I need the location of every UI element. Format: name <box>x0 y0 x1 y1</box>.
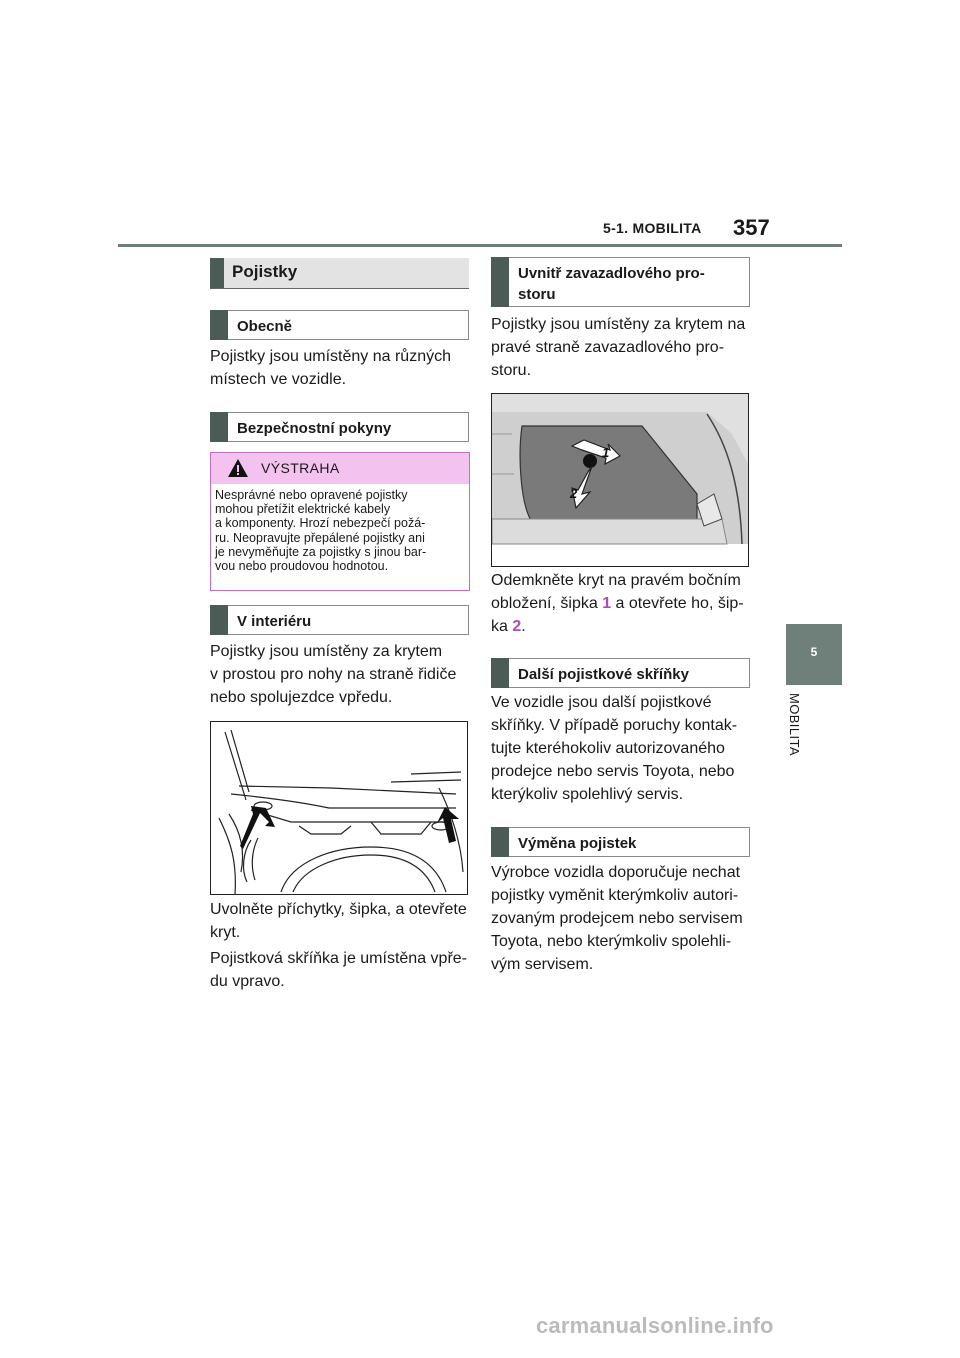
warning-line: Nesprávné nebo opravené pojistky <box>215 488 408 502</box>
warning-line: ru. Neopravujte přepálené pojistky ani <box>215 530 425 545</box>
text-line: Pojistková skříňka je umístěna vpře- <box>210 950 467 967</box>
arrow-ref-1: 1 <box>602 595 612 612</box>
warning-icon <box>227 458 249 478</box>
interior-heading-text: V interiéru <box>237 613 312 630</box>
heading-bar <box>491 827 509 857</box>
interior-figure <box>210 721 468 895</box>
text-line: pravé straně zavazadlového pro- <box>491 339 725 356</box>
safety-heading-text: Bezpečnostní pokyny <box>237 420 392 437</box>
text-line: storu. <box>491 362 532 379</box>
warning-box <box>210 452 470 591</box>
general-heading-text: Obecně <box>237 318 293 335</box>
trunk-caption <box>491 569 753 638</box>
heading-bar <box>210 605 228 635</box>
warning-title: VÝSTRAHA <box>261 460 340 476</box>
header-rule <box>118 244 842 247</box>
section-title: 5-1. MOBILITA <box>603 220 702 236</box>
warning-line: mohou přetížit elektrické kabely <box>215 502 391 517</box>
text-line: pojistky vyměnit kterýmkoliv autori- <box>491 887 739 904</box>
interior-heading <box>210 605 469 635</box>
figure-caption <box>210 898 472 944</box>
chapter-label: MOBILITA <box>787 693 802 756</box>
other-fuseboxes-heading <box>491 658 750 688</box>
trunk-heading-text <box>518 263 705 305</box>
warning-header <box>211 453 469 484</box>
page-number: 357 <box>733 215 770 240</box>
heading-bar <box>491 658 509 688</box>
text-line: Výrobce vozidla doporučuje nechat <box>491 864 741 881</box>
heading-line: Uvnitř zavazadlového pro- <box>518 265 705 282</box>
text-line <box>491 592 753 615</box>
text-line <box>491 615 753 638</box>
text-line: Pojistky jsou umístěny za krytem na <box>491 316 746 333</box>
text-line: Odemkněte kryt na pravém bočním <box>491 572 741 589</box>
text-line: zovaným prodejcem nebo servisem <box>491 910 743 927</box>
text-line: v prostou pro nohy na straně řidiče <box>210 666 457 683</box>
warning-line: je nevyměňujte za pojistky s jinou bar- <box>215 544 427 559</box>
other-text <box>491 691 753 806</box>
text-line: vým servisem. <box>491 956 594 973</box>
trunk-heading <box>491 257 750 307</box>
text-line: du vpravo. <box>210 973 285 990</box>
warning-text <box>215 488 467 573</box>
dashboard-illustration <box>211 722 467 894</box>
text-line: tujte kteréhokoliv autorizovaného <box>491 740 725 757</box>
text-fragment: ka <box>491 618 513 635</box>
other-heading-text: Další pojistkové skříňky <box>518 666 689 683</box>
text-line: prodejce nebo servis Toyota, nebo <box>491 763 735 780</box>
replace-heading-text: Výměna pojistek <box>518 835 637 852</box>
fuses-title: Pojistky <box>232 262 298 281</box>
interior-text <box>210 640 470 709</box>
heading-bar <box>491 257 509 307</box>
chapter-number: 5 <box>810 645 818 659</box>
heading-bar <box>210 310 228 340</box>
text-fragment: . <box>521 618 526 635</box>
arrow-1-label: 1 <box>602 445 610 460</box>
trunk-illustration <box>492 394 748 566</box>
text-line: Uvolněte příchytky, šipka, a otevřete <box>210 901 467 918</box>
arrow-2-label: 2 <box>570 486 578 501</box>
heading-bar <box>210 258 224 288</box>
trunk-text <box>491 313 753 382</box>
location-text <box>210 947 472 993</box>
text-line: Ve vozidle jsou další pojistkové <box>491 694 712 711</box>
text-line: kterýkoliv spolehlivý servis. <box>491 786 684 803</box>
warning-line: vou nebo proudovou hodnotou. <box>215 559 389 574</box>
text-line: nebo spolujezdce vpředu. <box>210 689 393 706</box>
text-line: Pojistky jsou umístěny za krytem <box>210 643 443 660</box>
watermark: carmanualsonline.info <box>536 1313 774 1338</box>
heading-line: storu <box>518 286 556 303</box>
general-text: Pojistky jsou umístěny na různých místech ve vozidle. <box>210 348 451 388</box>
replace-heading <box>491 827 750 857</box>
replace-text <box>491 861 753 976</box>
text-fragment: obložení, šipka <box>491 595 603 612</box>
fuses-heading <box>210 258 469 289</box>
chapter-tab <box>786 624 842 685</box>
trunk-figure <box>491 393 749 567</box>
text-line: skříňky. V případě poruchy kontak- <box>491 717 738 734</box>
general-heading <box>210 310 469 340</box>
warning-line: a komponenty. Hrozí nebezpečí požá- <box>215 516 426 531</box>
heading-bar <box>210 412 228 442</box>
arrow-ref-2: 2 <box>512 618 522 635</box>
text-line: Toyota, nebo kterýmkoliv spolehli- <box>491 933 732 950</box>
safety-heading <box>210 412 469 442</box>
text-line: kryt. <box>210 924 241 941</box>
text-fragment: a otevřete ho, šip- <box>611 595 744 612</box>
